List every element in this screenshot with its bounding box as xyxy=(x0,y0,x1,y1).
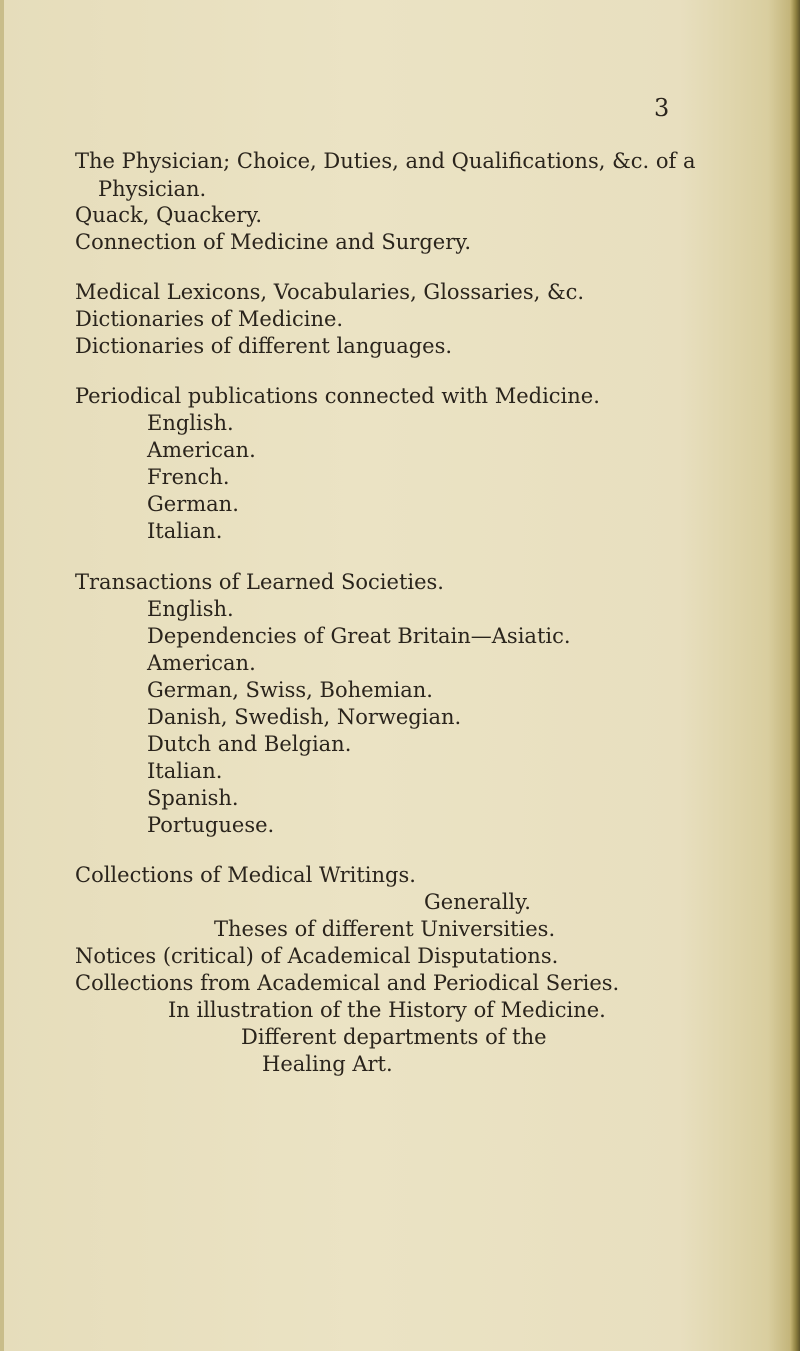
text-line: French. xyxy=(147,465,230,489)
text-line: Different departments of the xyxy=(241,1025,547,1049)
text-line: German. xyxy=(147,492,239,516)
text-line: American. xyxy=(147,651,256,675)
text-line: Danish, Swedish, Norwegian. xyxy=(147,705,462,729)
text-line: Portuguese. xyxy=(147,813,275,837)
text-line: Connection of Medicine and Surgery. xyxy=(75,230,472,254)
text-line: Collections from Academical and Periodical Series. xyxy=(75,971,620,995)
text-line: English. xyxy=(147,597,234,621)
text-line: Spanish. xyxy=(147,786,239,810)
text-line: American. xyxy=(147,438,256,462)
page-number: 3 xyxy=(654,94,670,122)
text-line: Dutch and Belgian. xyxy=(147,732,352,756)
text-line: Physician. xyxy=(98,177,207,201)
text-line: In illustration of the History of Medicine. xyxy=(168,998,606,1022)
text-line: Notices (critical) of Academical Disputations. xyxy=(75,944,559,968)
text-line: Periodical publications connected with Medicine. xyxy=(75,384,600,408)
text-line: Dictionaries of different languages. xyxy=(75,334,453,358)
text-line: Quack, Quackery. xyxy=(75,203,263,227)
page-right-edge xyxy=(790,0,800,1351)
text-line: Theses of different Universities. xyxy=(214,917,556,941)
text-line: German, Swiss, Bohemian. xyxy=(147,678,433,702)
text-line: Italian. xyxy=(147,519,223,543)
text-line: Dictionaries of Medicine. xyxy=(75,307,344,331)
text-line: English. xyxy=(147,411,234,435)
text-line: Generally. xyxy=(424,890,531,914)
text-line: Dependencies of Great Britain—Asiatic. xyxy=(147,624,571,648)
text-line: Medical Lexicons, Vocabularies, Glossaries, &c. xyxy=(75,280,585,304)
text-line: Italian. xyxy=(147,759,223,783)
text-line: Collections of Medical Writings. xyxy=(75,863,416,887)
page-left-edge xyxy=(0,0,4,1351)
text-line: Transactions of Learned Societies. xyxy=(75,570,444,594)
text-line: Healing Art. xyxy=(262,1052,393,1076)
text-line: The Physician; Choice, Duties, and Qualifications, &c. of a xyxy=(75,149,696,173)
